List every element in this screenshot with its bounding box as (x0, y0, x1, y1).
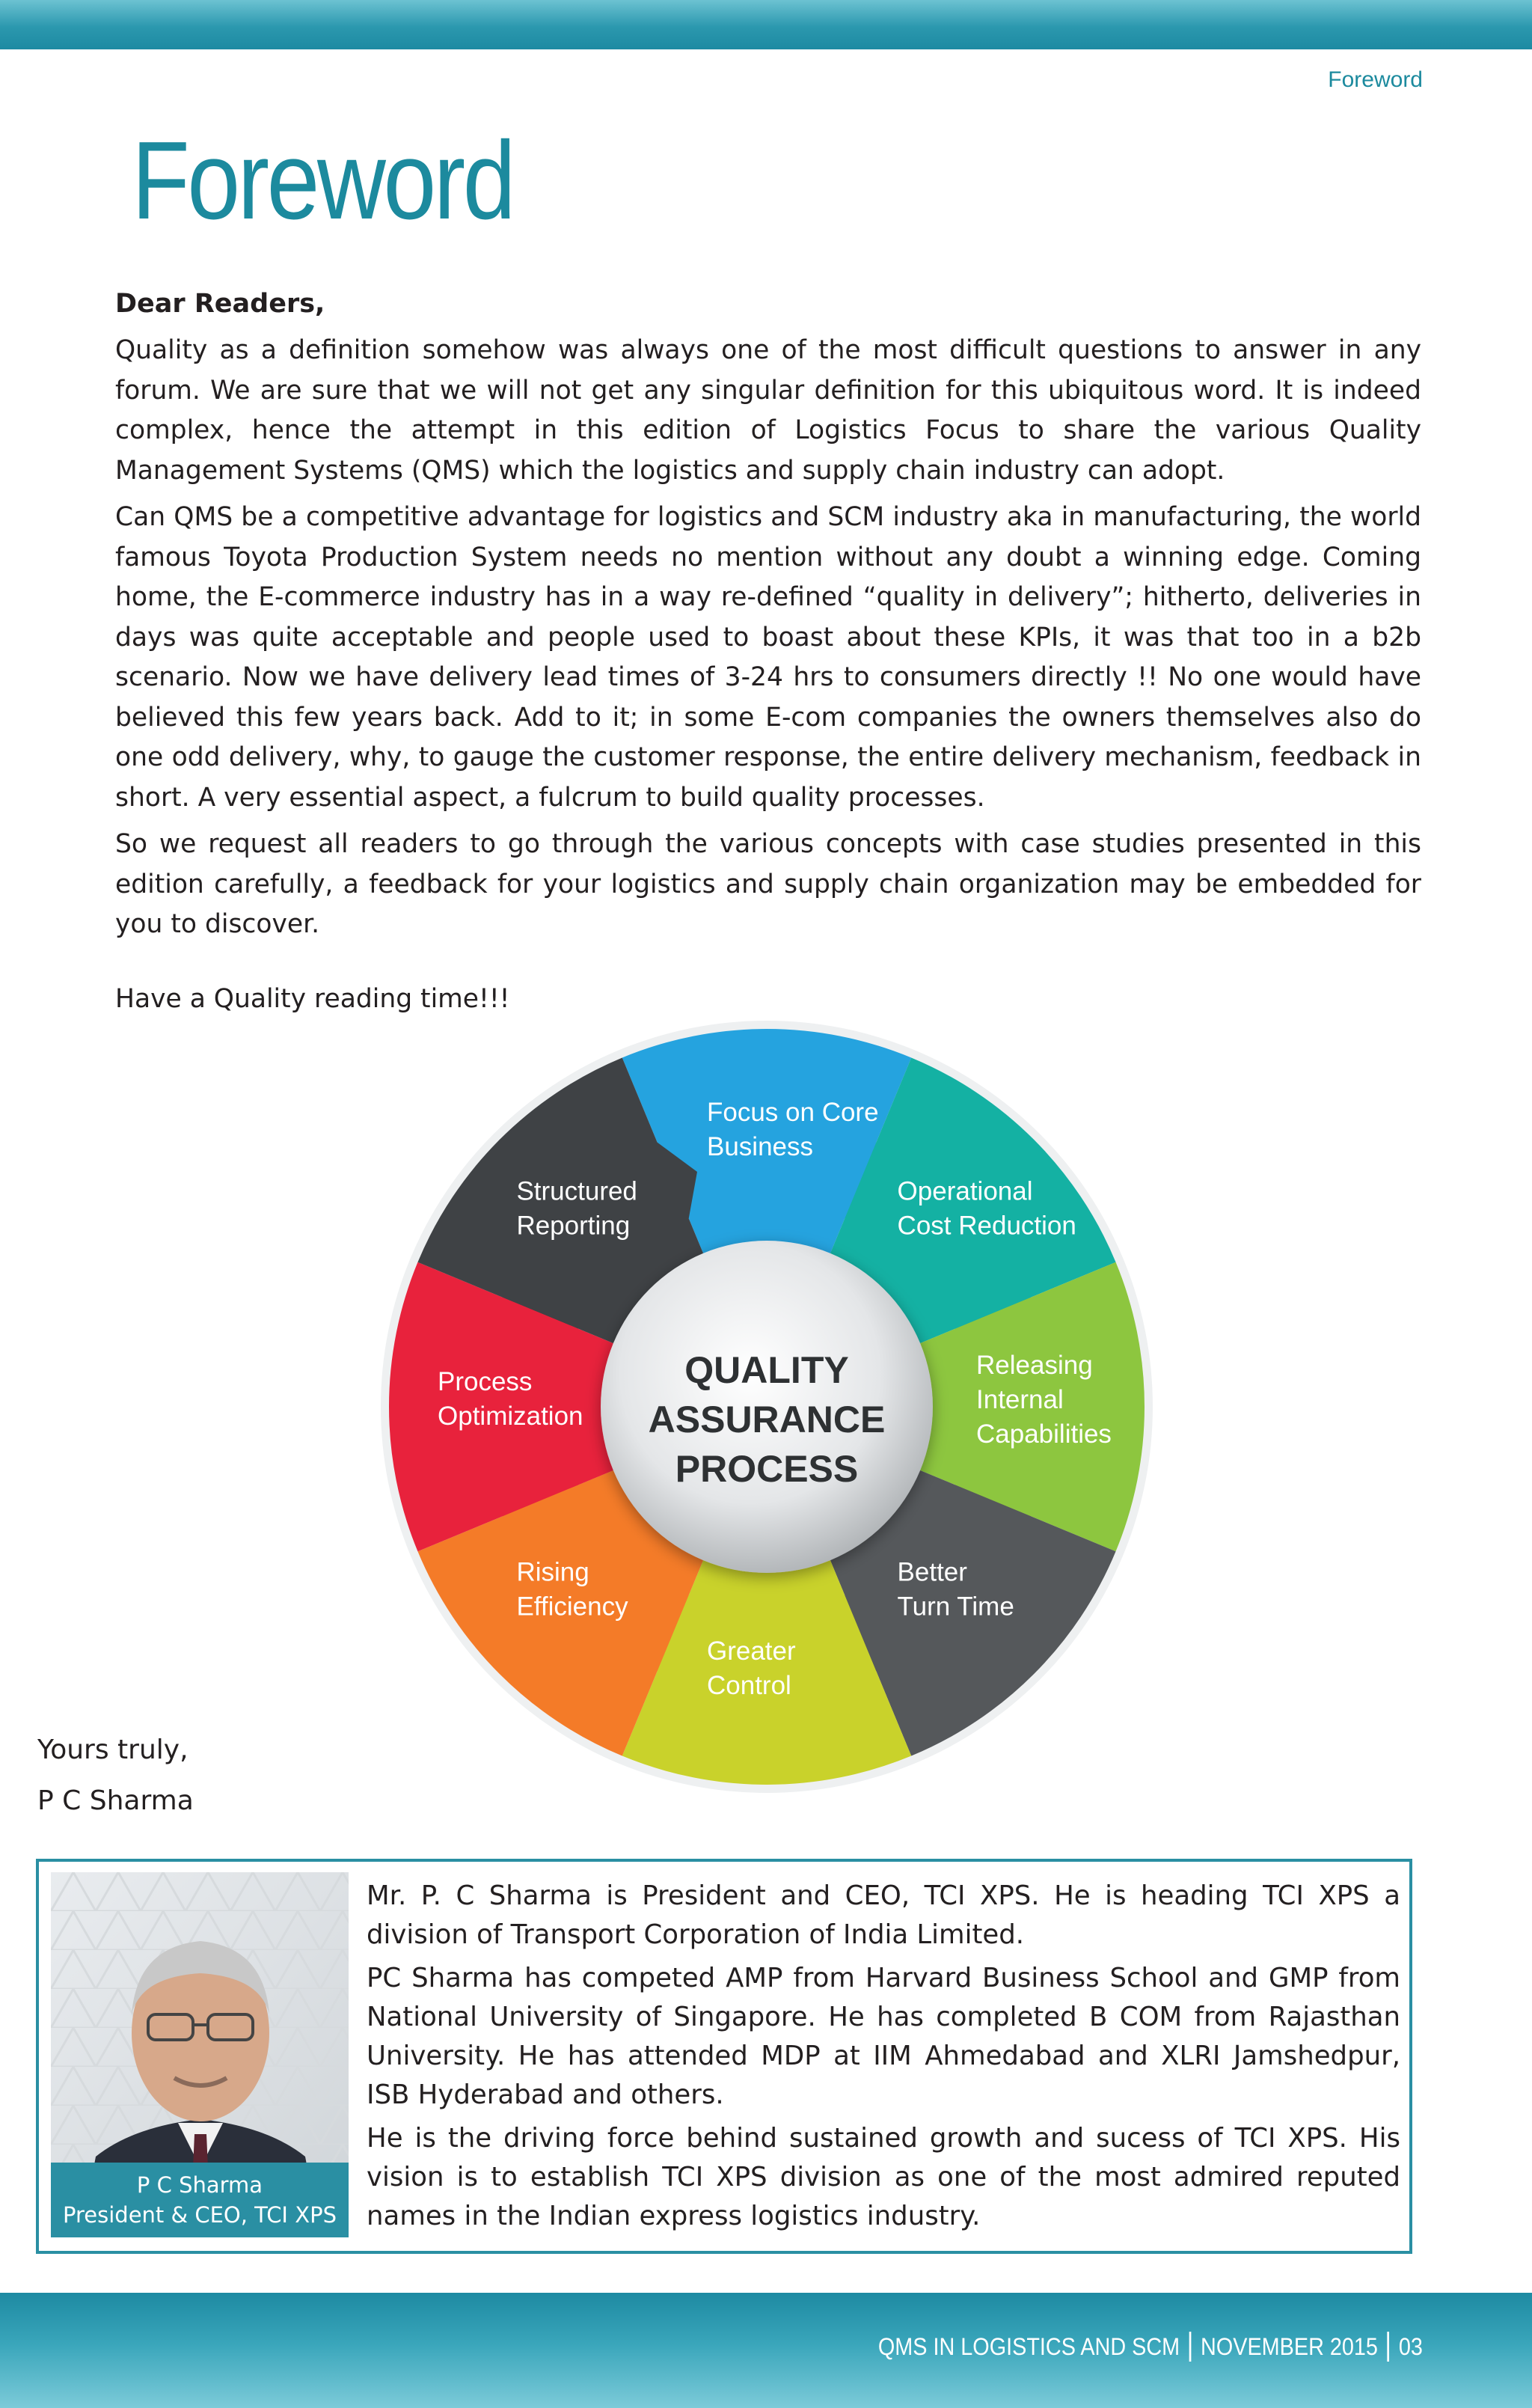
page-footer (878, 2332, 1423, 2362)
hub-label: QUALITY (684, 1349, 849, 1391)
footer-publication: QMS IN LOGISTICS AND SCM (878, 2332, 1180, 2360)
letter-paragraph: Can QMS be a competitive advantage for logistics and SCM industry aka in manufacturing, the world famous Toyota Production System needs no mention without any doubt a winning edge. Coming home, the E-commerce industry has in a way re-defined “quality in delivery”; hitherto, deliveries in days was quite acceptable and people used to boast about these KPIs, it was that too in a b2b scenario. Now we have delivery lead times of 3-24 hrs to consumers directly !! No one would have believed this few years back. Add to it; in some E-com companies the owners themselves also do one odd delivery, why, to gauge the customer response, the entire delivery mechanism, feedback in short. A very essential aspect, a fulcrum to build quality processes. (115, 502, 1421, 813)
bio-paragraph: PC Sharma has competed AMP from Harvard Business School and GMP from National University of Singapore. He has completed B COM from Rajasthan University. He has attended MDP at IIM Ahmedabad and XLRI Jamshedpur, ISB Hyderabad and others. (367, 1963, 1400, 2110)
bio-text (367, 1877, 1400, 2240)
segment-label: Focus on Core Business (707, 1098, 879, 1161)
bio-paragraph: Mr. P. C Sharma is President and CEO, TCI XPS. He is heading TCI XPS a division of Transport Corporation of India Limited. (367, 1880, 1400, 1950)
signoff (37, 1725, 194, 1827)
quality-wheel (378, 1018, 1156, 1796)
footer-issue: NOVEMBER 2015 (1201, 2332, 1379, 2360)
hub-label: ASSURANCE (648, 1399, 886, 1440)
signature-name: P C Sharma (37, 1785, 194, 1816)
signoff-line: Yours truly, (37, 1735, 189, 1765)
segment-label: Process Optimization (438, 1367, 583, 1431)
footer-divider (1388, 2332, 1390, 2362)
page-title: Foreword (132, 119, 514, 242)
running-head: Foreword (1328, 67, 1423, 92)
closing-line: Have a Quality reading time!!! (115, 983, 510, 1014)
segment-label: Operational Cost Reduction (897, 1176, 1076, 1241)
quality-assurance-diagram (378, 1018, 1156, 1796)
top-banner (0, 0, 1532, 49)
caption-role: President & CEO, TCI XPS (63, 2202, 337, 2228)
segment-label: Releasing Internal Capabilities (976, 1351, 1112, 1449)
segment-label: Structured Reporting (516, 1176, 637, 1241)
caption-name: P C Sharma (136, 2172, 263, 2198)
letter-paragraph: So we request all readers to go through the various concepts with case studies presented in this edition carefully, a feedback for your logistics and supply chain organization may be embedded for you to discover. (115, 829, 1421, 939)
foreword-letter (115, 287, 1421, 1026)
footer-page-number: 03 (1398, 2332, 1423, 2360)
letter-paragraph: Quality as a definition somehow was always one of the most difficult questions to answer in any forum. We are sure that we will not get any singular definition for this ubiquitous word. It is indeed complex, hence the attempt in this edition of Logistics Focus to share the various Quality Management Systems (QMS) which the logistics and supply chain industry can adopt. (115, 335, 1421, 486)
hub-label: PROCESS (675, 1448, 859, 1490)
salutation: Dear Readers, (115, 289, 325, 319)
author-bio-box (36, 1859, 1412, 2254)
segment-label: Better Turn Time (897, 1557, 1014, 1622)
photo-caption (51, 2163, 349, 2237)
segment-label: Greater Control (707, 1637, 796, 1700)
author-photo (51, 1872, 349, 2237)
segment-label: Rising Efficiency (516, 1557, 628, 1622)
footer-divider (1189, 2332, 1192, 2362)
bio-paragraph: He is the driving force behind sustained growth and sucess of TCI XPS. His vision is to establish TCI XPS division as one of the most admired reputed names in the Indian express logistics industry. (367, 2123, 1400, 2231)
